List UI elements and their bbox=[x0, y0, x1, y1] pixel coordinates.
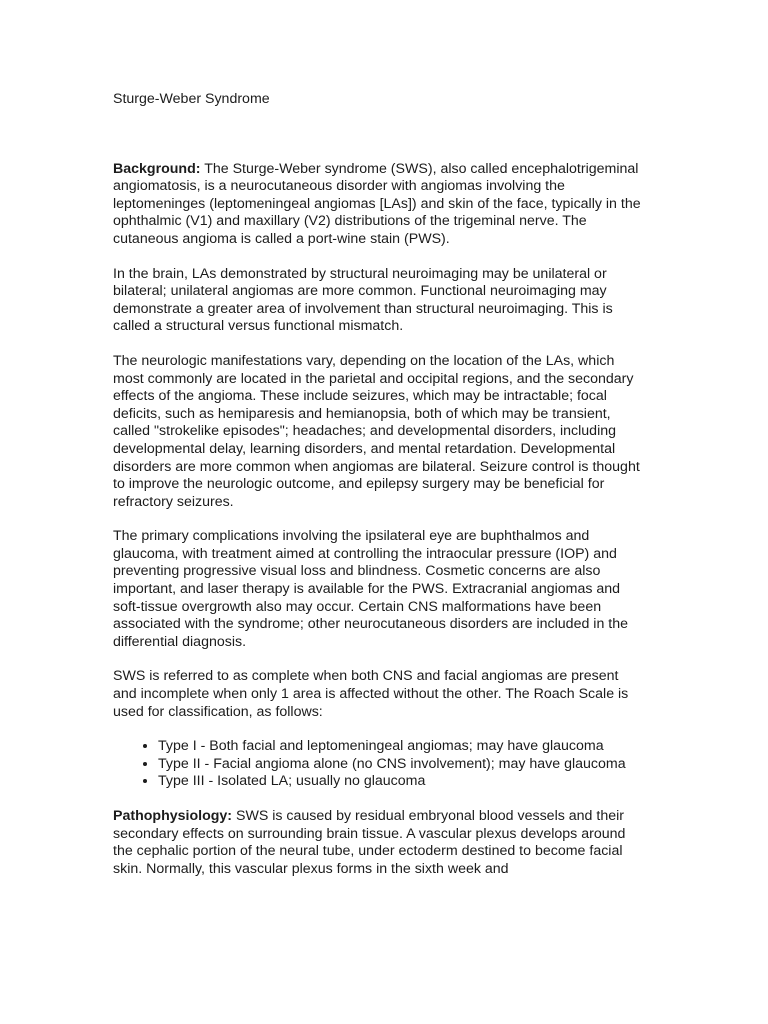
background-paragraph-1 bbox=[113, 161, 643, 249]
background-paragraph-5: SWS is referred to as complete when both CNS and facial angiomas are present and incomplete when only 1 area is affected without the other. The Roach Scale is used for classification, as follows: bbox=[113, 668, 629, 720]
background-label: Background: bbox=[113, 160, 201, 177]
pathophysiology-label: Pathophysiology: bbox=[113, 808, 233, 824]
document-title: Sturge-Weber Syndrome bbox=[113, 91, 270, 107]
document-page bbox=[113, 91, 643, 895]
roach-scale-item: • Type III - Isolated LA; usually no glaucoma bbox=[158, 773, 643, 791]
roach-scale-item: • Type I - Both facial and leptomeningeal angiomas; may have glaucoma bbox=[158, 738, 643, 756]
roach-scale-item: • Type II - Facial angioma alone (no CNS involvement); may have glaucoma bbox=[158, 756, 643, 774]
background-text: The Sturge-Weber syndrome (SWS), also called encephalotrigeminal angiomatosis, is a neurocutaneous disorder with angiomas involving the leptomeninges (leptomeningeal angiomas [LAs]) and skin of the face, typically in the ophthalmic (V1) and maxillary (V2) distributions of the trigeminal nerve. The cutaneous angioma is called a port-wine stain (PWS). bbox=[113, 160, 641, 247]
background-paragraph-3: The neurologic manifestations vary, depending on the location of the LAs, which most commonly are located in the parietal and occipital regions, and the secondary effects of the angioma. These include seizures, which may be intractable; focal deficits, such as hemiparesis and hemianopsia, both of which may be transient, called "strokelike episodes"; headaches; and developmental disorders, including developmental delay, learning disorders, and mental retardation. Developmental disorders are more common when angiomas are bilateral. Seizure control is thought to improve the neurologic outcome, and epilepsy surgery may be beneficial for refractory seizures. bbox=[113, 352, 640, 510]
pathophysiology-text: SWS is caused by residual embryonal blood vessels and their secondary effects on surrounding brain tissue. A vascular plexus develops around the cephalic portion of the neural tube, under ectoderm destined to become facial skin. Normally, this vascular plexus forms in the sixth week and bbox=[113, 808, 626, 877]
background-paragraph-2: In the brain, LAs demonstrated by structural neuroimaging may be unilateral or bilateral; unilateral angiomas are more common. Functional neuroimaging may demonstrate a greater area of involvement than structural neuroimaging. This is called a structural versus functional mismatch. bbox=[113, 265, 613, 335]
roach-scale-list bbox=[113, 738, 643, 791]
pathophysiology-paragraph-1 bbox=[113, 808, 643, 878]
background-paragraph-4: The primary complications involving the ipsilateral eye are buphthalmos and glaucoma, with treatment aimed at controlling the intraocular pressure (IOP) and preventing progressive visual loss and blindness. Cosmetic concerns are also important, and laser therapy is available for the PWS. Extracranial angiomas and soft-tissue overgrowth also may occur. Certain CNS malformations have been associated with the syndrome; other neurocutaneous disorders are included in the differential diagnosis. bbox=[113, 528, 628, 650]
